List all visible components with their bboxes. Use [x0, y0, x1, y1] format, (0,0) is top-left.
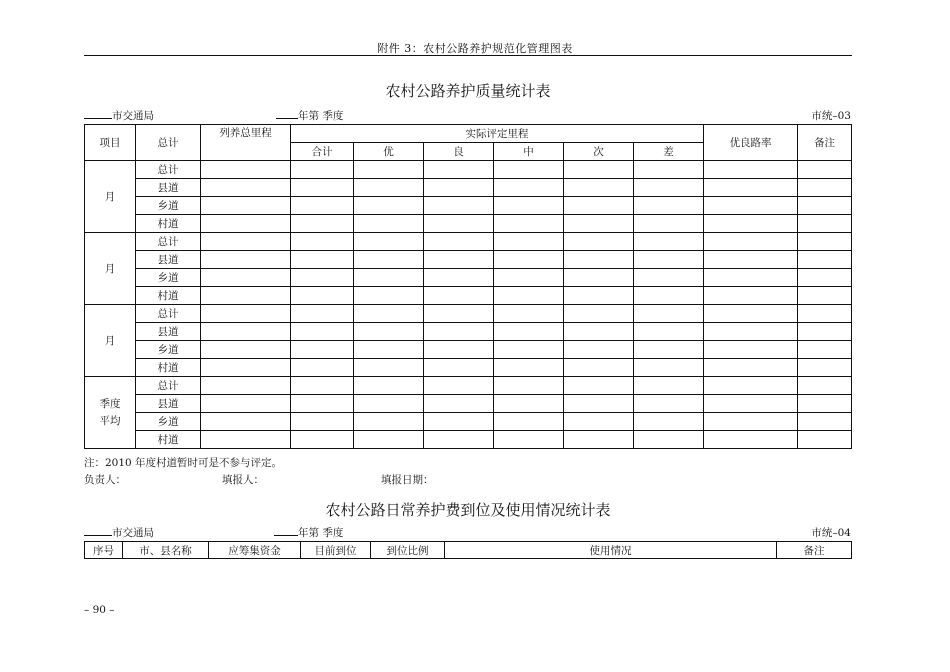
- empty-cell[interactable]: [201, 359, 291, 377]
- header-remark: 备注: [777, 542, 852, 559]
- empty-cell[interactable]: [494, 179, 564, 197]
- empty-cell[interactable]: [201, 287, 291, 305]
- empty-cell[interactable]: [494, 161, 564, 179]
- table-row: [85, 251, 852, 269]
- empty-cell[interactable]: [201, 323, 291, 341]
- empty-cell[interactable]: [564, 161, 634, 179]
- empty-cell[interactable]: [354, 305, 424, 323]
- empty-cell[interactable]: [798, 341, 852, 359]
- empty-cell[interactable]: [634, 323, 704, 341]
- empty-cell[interactable]: [424, 287, 494, 305]
- empty-cell[interactable]: [494, 233, 564, 251]
- empty-cell[interactable]: [494, 323, 564, 341]
- empty-cell[interactable]: [424, 413, 494, 431]
- empty-cell[interactable]: [634, 233, 704, 251]
- table2-title: 农村公路日常养护费到位及使用情况统计表: [325, 501, 611, 519]
- empty-cell[interactable]: [291, 269, 354, 287]
- empty-cell[interactable]: [424, 197, 494, 215]
- empty-cell[interactable]: [354, 341, 424, 359]
- empty-cell[interactable]: [201, 431, 291, 449]
- empty-cell[interactable]: [798, 431, 852, 449]
- table-row: [85, 377, 852, 395]
- empty-cell[interactable]: [424, 161, 494, 179]
- empty-cell[interactable]: [354, 287, 424, 305]
- empty-cell[interactable]: [564, 395, 634, 413]
- empty-cell[interactable]: [704, 359, 798, 377]
- empty-cell[interactable]: [798, 269, 852, 287]
- empty-cell[interactable]: [634, 215, 704, 233]
- header-funds-received: 目前到位: [301, 542, 371, 559]
- empty-cell[interactable]: [798, 377, 852, 395]
- table1-meta-left: [84, 108, 154, 123]
- road-category: 县道: [136, 395, 201, 413]
- road-category: 总计: [136, 161, 201, 179]
- sign-date: 填报日期：: [381, 474, 434, 486]
- empty-cell[interactable]: [798, 323, 852, 341]
- empty-cell[interactable]: [798, 305, 852, 323]
- empty-cell[interactable]: [704, 431, 798, 449]
- empty-cell[interactable]: [704, 233, 798, 251]
- empty-cell[interactable]: [201, 269, 291, 287]
- empty-cell[interactable]: [291, 233, 354, 251]
- period-label: 月: [85, 161, 136, 233]
- empty-cell[interactable]: [564, 359, 634, 377]
- sign-responsible: 负责人：: [84, 474, 126, 486]
- empty-cell[interactable]: [354, 161, 424, 179]
- empty-cell[interactable]: [704, 251, 798, 269]
- table-row: [85, 269, 852, 287]
- empty-cell[interactable]: [798, 161, 852, 179]
- empty-cell[interactable]: [704, 179, 798, 197]
- empty-cell[interactable]: [494, 341, 564, 359]
- empty-cell[interactable]: [634, 161, 704, 179]
- table-row: [85, 431, 852, 449]
- header-rate: 优良路率: [704, 125, 798, 161]
- empty-cell[interactable]: [291, 413, 354, 431]
- empty-cell[interactable]: [424, 269, 494, 287]
- subheader-medium: 中: [494, 143, 564, 161]
- empty-cell[interactable]: [564, 197, 634, 215]
- empty-cell[interactable]: [634, 359, 704, 377]
- empty-cell[interactable]: [291, 323, 354, 341]
- empty-cell[interactable]: [704, 395, 798, 413]
- empty-cell[interactable]: [354, 377, 424, 395]
- empty-cell[interactable]: [354, 359, 424, 377]
- empty-cell[interactable]: [564, 269, 634, 287]
- empty-cell[interactable]: [798, 233, 852, 251]
- road-category: 村道: [136, 359, 201, 377]
- empty-cell[interactable]: [704, 287, 798, 305]
- road-category: 总计: [136, 305, 201, 323]
- empty-cell[interactable]: [798, 287, 852, 305]
- blank-line: [84, 108, 112, 119]
- empty-cell[interactable]: [494, 359, 564, 377]
- empty-cell[interactable]: [201, 377, 291, 395]
- empty-cell[interactable]: [494, 287, 564, 305]
- table-row: [85, 287, 852, 305]
- empty-cell[interactable]: [494, 251, 564, 269]
- empty-cell[interactable]: [291, 197, 354, 215]
- empty-cell[interactable]: [704, 161, 798, 179]
- header-seq: 序号: [85, 542, 123, 559]
- empty-cell[interactable]: [424, 341, 494, 359]
- empty-cell[interactable]: [798, 215, 852, 233]
- table-row: [85, 359, 852, 377]
- empty-cell[interactable]: [424, 233, 494, 251]
- empty-cell[interactable]: [291, 341, 354, 359]
- empty-cell[interactable]: [564, 305, 634, 323]
- empty-cell[interactable]: [201, 341, 291, 359]
- empty-cell[interactable]: [704, 413, 798, 431]
- empty-cell[interactable]: [634, 377, 704, 395]
- empty-cell[interactable]: [354, 323, 424, 341]
- table-row: [85, 179, 852, 197]
- empty-cell[interactable]: [634, 395, 704, 413]
- empty-cell[interactable]: [354, 431, 424, 449]
- empty-cell[interactable]: [634, 179, 704, 197]
- empty-cell[interactable]: [201, 179, 291, 197]
- empty-cell[interactable]: [354, 197, 424, 215]
- empty-cell[interactable]: [291, 161, 354, 179]
- empty-cell[interactable]: [201, 305, 291, 323]
- meta-year-quarter: 年第 季度: [298, 527, 344, 539]
- table1-title: 农村公路养护质量统计表: [385, 82, 551, 100]
- header-total: 总计: [136, 125, 201, 161]
- empty-cell[interactable]: [634, 197, 704, 215]
- empty-cell[interactable]: [291, 395, 354, 413]
- empty-cell[interactable]: [634, 269, 704, 287]
- table2-meta-right: 市统–04: [811, 527, 851, 539]
- table-row: [85, 305, 852, 323]
- empty-cell[interactable]: [201, 395, 291, 413]
- blank-line: [274, 525, 298, 536]
- period-label: [85, 377, 136, 449]
- blank-line: [84, 525, 112, 536]
- road-category: 乡道: [136, 413, 201, 431]
- sign-filler: 填报人：: [222, 474, 264, 486]
- road-category: 总计: [136, 377, 201, 395]
- road-category: 县道: [136, 251, 201, 269]
- table-row: [85, 341, 852, 359]
- empty-cell[interactable]: [424, 395, 494, 413]
- road-category: 村道: [136, 431, 201, 449]
- empty-cell[interactable]: [354, 251, 424, 269]
- period-label: 月: [85, 233, 136, 305]
- subheader-bad: 差: [634, 143, 704, 161]
- header-received-ratio: 到位比例: [371, 542, 445, 559]
- header-funds-due: 应筹集资金: [209, 542, 301, 559]
- empty-cell[interactable]: [424, 179, 494, 197]
- empty-cell[interactable]: [564, 287, 634, 305]
- empty-cell[interactable]: [564, 431, 634, 449]
- period-label-line1: 季度: [99, 397, 121, 410]
- empty-cell[interactable]: [704, 197, 798, 215]
- empty-cell[interactable]: [798, 251, 852, 269]
- table2-meta-mid: [274, 525, 343, 540]
- empty-cell[interactable]: [424, 431, 494, 449]
- empty-cell[interactable]: [201, 251, 291, 269]
- table-row: [85, 413, 852, 431]
- period-label-line2: 平均: [99, 414, 121, 427]
- empty-cell[interactable]: [291, 215, 354, 233]
- empty-cell[interactable]: [201, 215, 291, 233]
- empty-cell[interactable]: [494, 197, 564, 215]
- empty-cell[interactable]: [704, 377, 798, 395]
- empty-cell[interactable]: [494, 431, 564, 449]
- empty-cell[interactable]: [634, 251, 704, 269]
- table1-meta-right: 市统–03: [811, 110, 851, 122]
- empty-cell[interactable]: [564, 233, 634, 251]
- subheader-good: 良: [424, 143, 494, 161]
- empty-cell[interactable]: [424, 377, 494, 395]
- blank-line: [276, 108, 298, 119]
- empty-cell[interactable]: [424, 215, 494, 233]
- road-category: 村道: [136, 215, 201, 233]
- empty-cell[interactable]: [704, 269, 798, 287]
- road-category: 乡道: [136, 269, 201, 287]
- empty-cell[interactable]: [634, 341, 704, 359]
- table-row: [85, 233, 852, 251]
- road-category: 县道: [136, 323, 201, 341]
- quality-stats-table: [84, 124, 852, 449]
- header-actual: 实际评定里程: [291, 125, 704, 143]
- empty-cell[interactable]: [634, 431, 704, 449]
- empty-cell[interactable]: [291, 305, 354, 323]
- empty-cell[interactable]: [798, 197, 852, 215]
- empty-cell[interactable]: [564, 179, 634, 197]
- empty-cell[interactable]: [704, 305, 798, 323]
- empty-cell[interactable]: [354, 215, 424, 233]
- empty-cell[interactable]: [634, 305, 704, 323]
- empty-cell[interactable]: [564, 251, 634, 269]
- empty-cell[interactable]: [494, 413, 564, 431]
- empty-cell[interactable]: [291, 251, 354, 269]
- table2-meta-left: [84, 525, 154, 540]
- empty-cell[interactable]: [494, 269, 564, 287]
- empty-cell[interactable]: [291, 431, 354, 449]
- empty-cell[interactable]: [354, 395, 424, 413]
- empty-cell[interactable]: [201, 197, 291, 215]
- empty-cell[interactable]: [354, 413, 424, 431]
- road-category: 村道: [136, 287, 201, 305]
- running-header: 附件 3：农村公路养护规范化管理图表: [377, 42, 573, 55]
- empty-cell[interactable]: [564, 377, 634, 395]
- road-category: 乡道: [136, 341, 201, 359]
- empty-cell[interactable]: [354, 179, 424, 197]
- subheader-poor: 次: [564, 143, 634, 161]
- empty-cell[interactable]: [494, 377, 564, 395]
- table1-note: 注：2010 年度村道暂时可是不参与评定。: [84, 457, 283, 469]
- empty-cell[interactable]: [291, 359, 354, 377]
- empty-cell[interactable]: [291, 179, 354, 197]
- empty-cell[interactable]: [798, 179, 852, 197]
- subheader-sum: 合计: [291, 143, 354, 161]
- empty-cell[interactable]: [201, 233, 291, 251]
- empty-cell[interactable]: [354, 233, 424, 251]
- empty-cell[interactable]: [704, 215, 798, 233]
- empty-cell[interactable]: [634, 413, 704, 431]
- meta-bureau: 市交通局: [112, 527, 154, 539]
- road-category: 乡道: [136, 197, 201, 215]
- empty-cell[interactable]: [291, 377, 354, 395]
- empty-cell[interactable]: [201, 161, 291, 179]
- table-row: [85, 197, 852, 215]
- header-remark: 备注: [798, 125, 852, 161]
- empty-cell[interactable]: [798, 395, 852, 413]
- header-rule: [84, 55, 852, 56]
- period-label: 月: [85, 305, 136, 377]
- empty-cell[interactable]: [564, 215, 634, 233]
- table-row: [85, 215, 852, 233]
- road-category: 总计: [136, 233, 201, 251]
- page-number: – 90 –: [84, 604, 115, 616]
- empty-cell[interactable]: [424, 359, 494, 377]
- empty-cell[interactable]: [424, 305, 494, 323]
- table-row: [85, 323, 852, 341]
- empty-cell[interactable]: [424, 323, 494, 341]
- empty-cell[interactable]: [564, 341, 634, 359]
- empty-cell[interactable]: [704, 323, 798, 341]
- meta-year-quarter: 年第 季度: [298, 110, 344, 122]
- table-row: [85, 395, 852, 413]
- table1-meta-mid: [276, 108, 343, 123]
- empty-cell[interactable]: [564, 413, 634, 431]
- empty-cell[interactable]: [494, 395, 564, 413]
- empty-cell[interactable]: [704, 341, 798, 359]
- meta-bureau: 市交通局: [112, 110, 154, 122]
- empty-cell[interactable]: [494, 305, 564, 323]
- empty-cell[interactable]: [634, 287, 704, 305]
- header-city-county: 市、县名称: [123, 542, 209, 559]
- maintenance-fund-table: [84, 541, 852, 559]
- subheader-excellent: 优: [354, 143, 424, 161]
- empty-cell[interactable]: [291, 287, 354, 305]
- empty-cell[interactable]: [354, 269, 424, 287]
- header-planned: 列养总里程: [201, 125, 291, 161]
- empty-cell[interactable]: [424, 251, 494, 269]
- empty-cell[interactable]: [494, 215, 564, 233]
- empty-cell[interactable]: [564, 323, 634, 341]
- header-item: 项目: [85, 125, 136, 161]
- empty-cell[interactable]: [798, 413, 852, 431]
- road-category: 县道: [136, 179, 201, 197]
- empty-cell[interactable]: [201, 413, 291, 431]
- empty-cell[interactable]: [798, 359, 852, 377]
- header-usage: 使用情况: [445, 542, 777, 559]
- table-row: [85, 161, 852, 179]
